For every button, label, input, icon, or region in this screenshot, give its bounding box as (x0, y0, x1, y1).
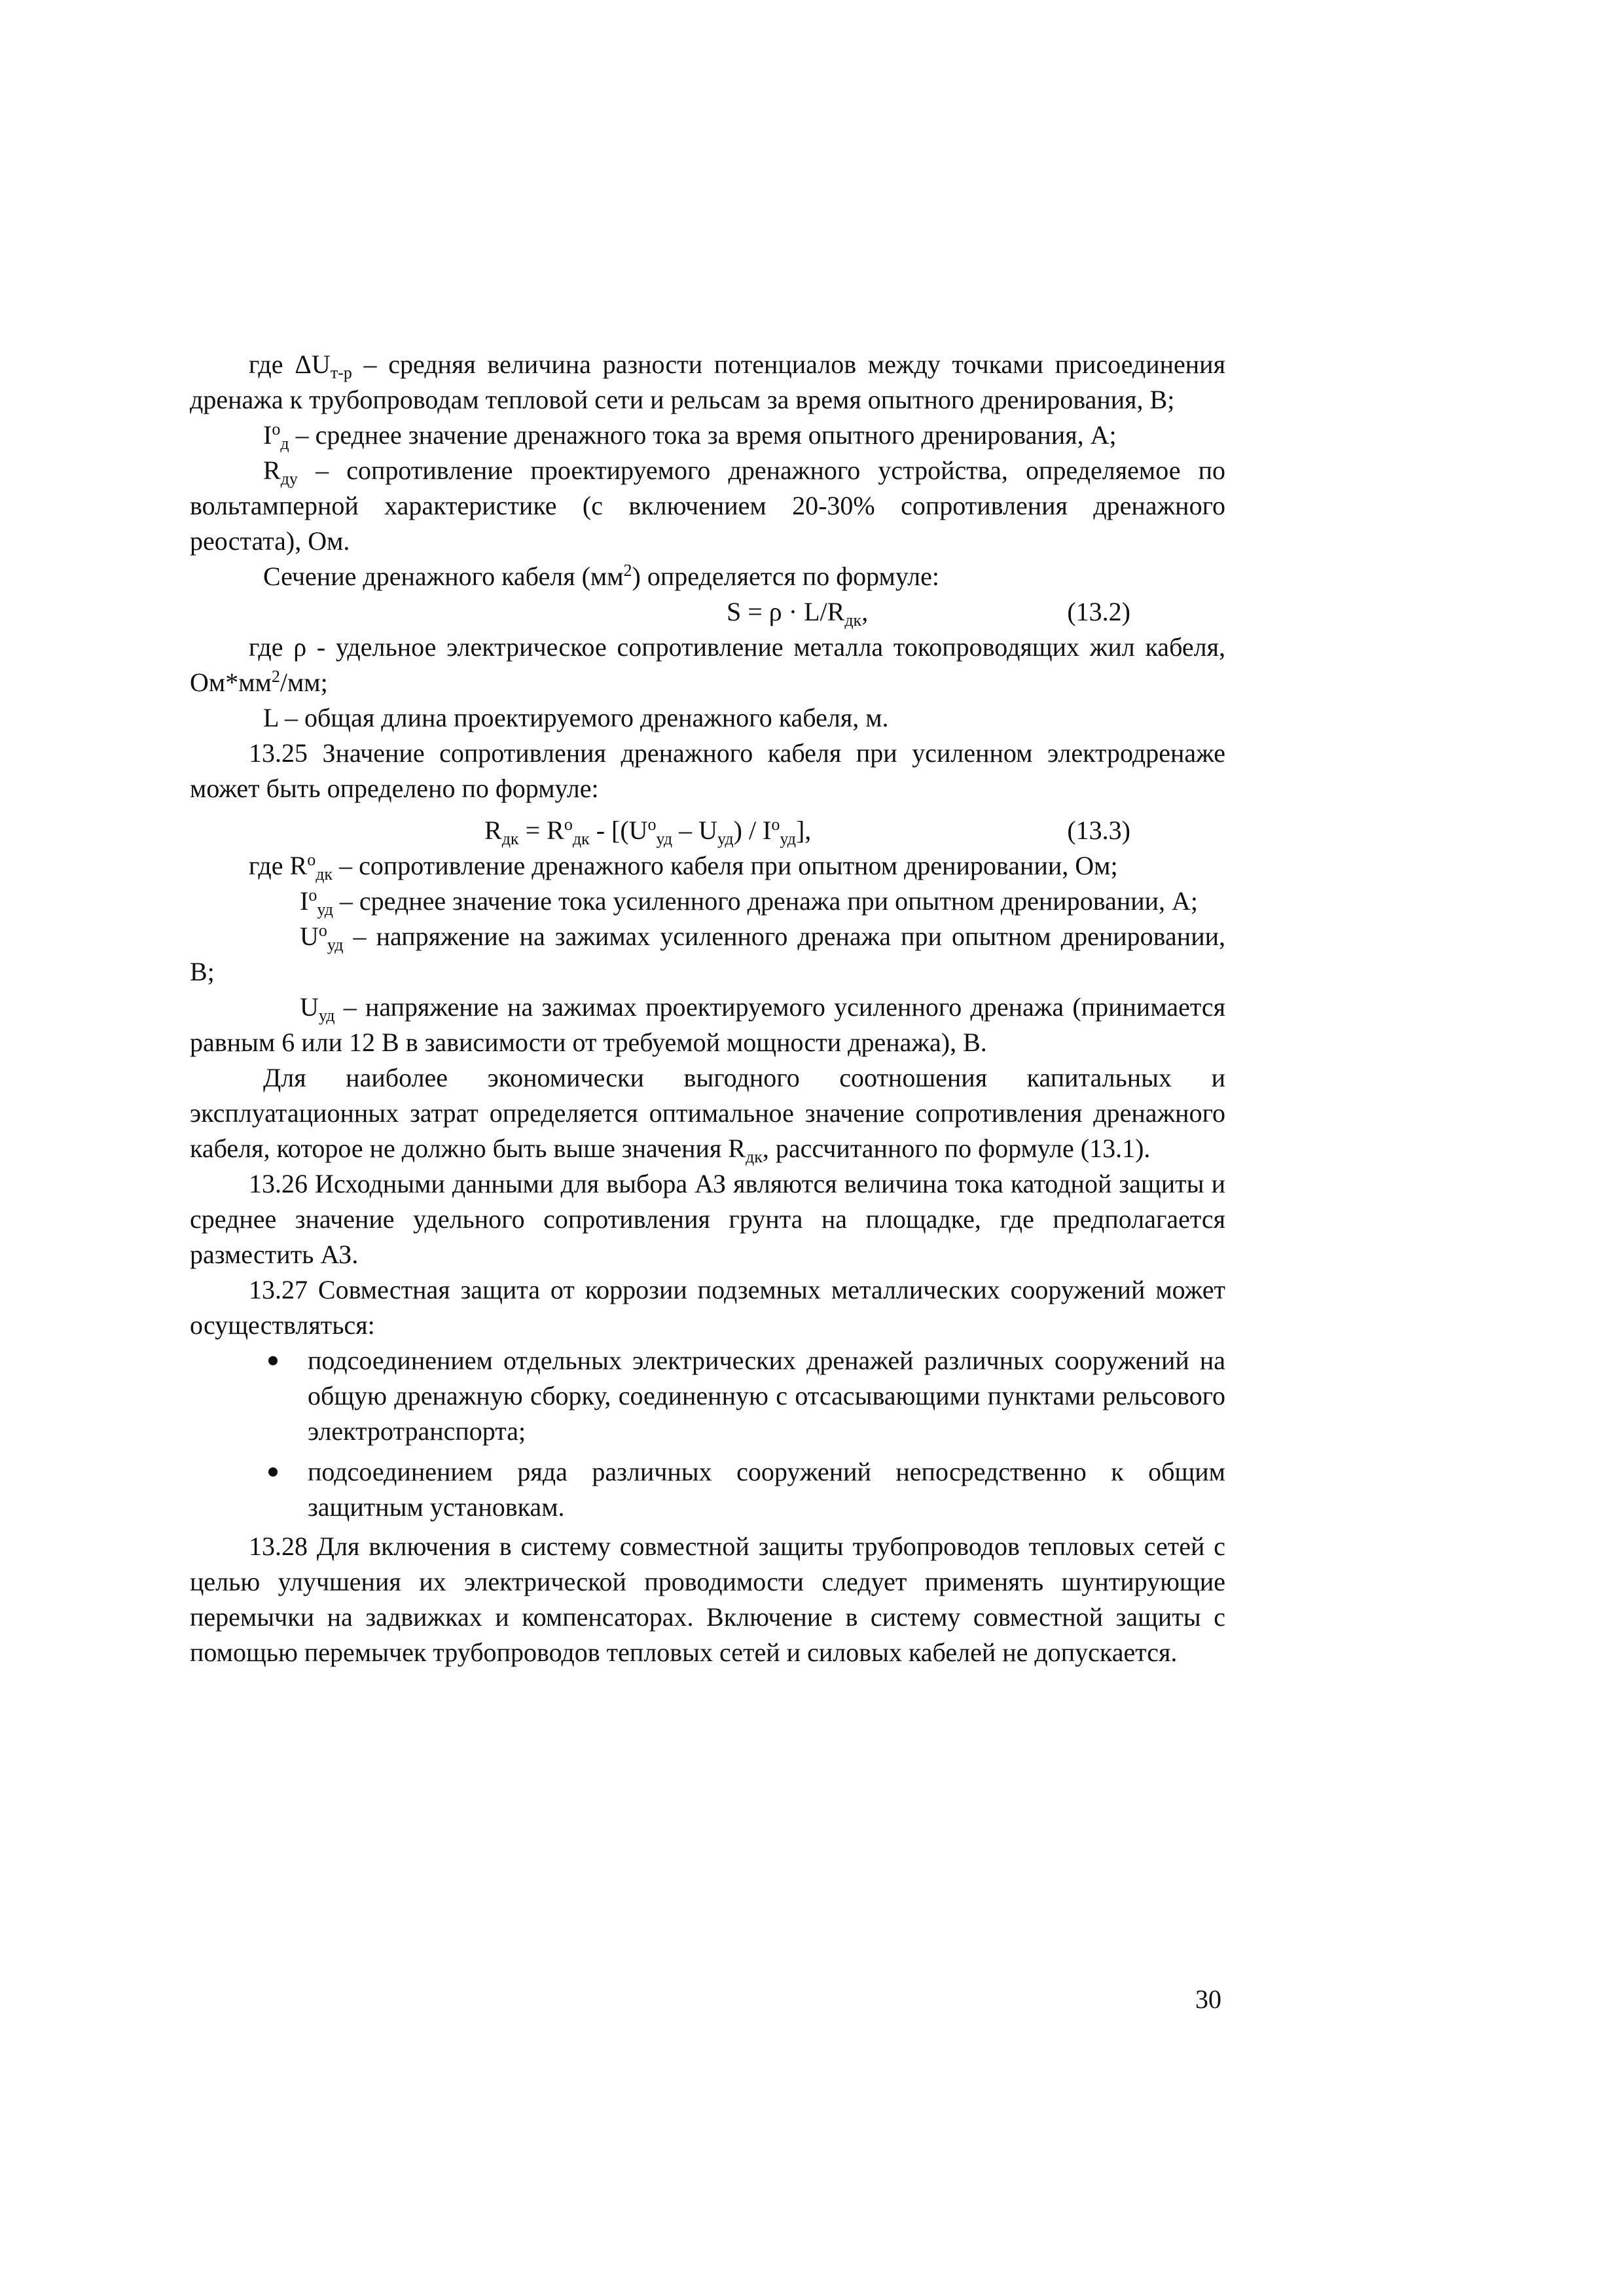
definition-text: – средняя величина разности потенциалов между точками присоединения дренажа к трубопроводам тепловой сети и рельсам за время опытного дренирования, В; (190, 350, 1225, 414)
subscript: дк (501, 829, 519, 848)
text-run: /мм; (280, 668, 328, 697)
superscript: 2 (271, 667, 280, 686)
text-run: S = ρ · L/R (727, 597, 845, 626)
subscript: уд (717, 829, 734, 848)
symbol-r: R (263, 456, 281, 485)
symbol-i: I (263, 420, 272, 450)
subscript: уд (656, 829, 673, 848)
text-run: – напряжение на зажимах проектируемого усиленного дренажа (принимается равным 6 или 12 В в зависимости от требуемой мощности дренажа), В. (190, 992, 1225, 1057)
subscript: т-р (330, 363, 352, 382)
list-item-text: подсоединением отдельных электрических дренажей различных сооружений на общую дренажную сборку, соединенную с отсасывающими пунктами рельсового электротранспорта; (308, 1346, 1225, 1446)
subscript: уд (780, 829, 796, 848)
paragraph-optimal-resistance (190, 1060, 1225, 1166)
definition-text: – сопротивление проектируемого дренажного устройства, определяемое по вольтамперной характеристике (с включением 20-30% сопротивления дренажного реостата), Ом. (190, 456, 1225, 556)
paragraph-i-ud (190, 884, 1225, 919)
subscript: дк (316, 865, 333, 884)
paragraph-delta-u (190, 347, 1225, 418)
bullet-icon (268, 1356, 278, 1365)
definition-text: – среднее значение дренажного тока за время опытного дренирования, А; (289, 420, 1117, 450)
superscript: о (318, 921, 327, 940)
list-item (190, 1454, 1225, 1525)
symbol-delta-u: где ΔU (249, 350, 331, 379)
formula-number: (13.2) (1067, 597, 1130, 626)
text-run: - [(U (589, 816, 648, 845)
formula-number: (13.3) (1067, 816, 1130, 845)
text-run: – среднее значение тока усиленного дренажа при опытном дренировании, А; (333, 886, 1199, 916)
paragraph-13-28: 13.28 Для включения в систему совместной защиты трубопроводов тепловых сетей с целью улучшения их электрической проводимости следует применять шунтирующие перемычки на задвижках и компенсаторах. Включение в систему совместной защиты с помощью перемычек трубопроводов тепловых сетей и силовых кабелей не допускается. (190, 1532, 1225, 1667)
paragraph-rho (190, 630, 1225, 700)
text-run: ) / I (733, 816, 772, 845)
text-run: R (484, 816, 502, 845)
page-number: 30 (1195, 1984, 1221, 2014)
subscript: уд (317, 900, 333, 919)
bullet-icon (268, 1467, 278, 1477)
paragraph-u-ud-experimental (190, 919, 1225, 990)
paragraph-i-d (190, 418, 1225, 453)
text-run: ], (795, 816, 812, 845)
bullet-list (190, 1343, 1225, 1525)
text-run: Сечение дренажного кабеля (мм (263, 562, 624, 591)
text-run: I (300, 886, 309, 916)
paragraph-13-25: 13.25 Значение сопротивления дренажного кабеля при усиленном электродренаже может быть определено по формуле: (190, 738, 1225, 803)
subscript: д (280, 434, 289, 453)
superscript: 2 (623, 561, 632, 580)
text-run: где ρ - удельное электрическое сопротивление металла токопроводящих жил кабеля, Ом*мм (190, 632, 1225, 697)
formula-expression (484, 813, 811, 848)
superscript: о (647, 815, 657, 834)
paragraph-u-ud-projected (190, 990, 1225, 1060)
text-run: U (300, 992, 319, 1022)
list-item-text: подсоединением ряда различных сооружений непосредственно к общим защитным установкам. (308, 1457, 1225, 1522)
text-run: , (861, 597, 869, 626)
list-item (190, 1343, 1225, 1449)
subscript: ду (280, 469, 298, 488)
text-run: где R (249, 851, 308, 880)
formula-expression (727, 594, 868, 630)
superscript: о (308, 886, 317, 905)
text-run: Для наиболее экономически выгодного соотношения капитальных и эксплуатационных затрат определяется оптимальное значение сопротивления дренажного кабеля, которое не должно быть выше значения R (190, 1063, 1225, 1163)
paragraph-r-du (190, 453, 1225, 559)
text-run: , рассчитанного по формуле (13.1). (762, 1134, 1151, 1163)
superscript: о (272, 420, 281, 439)
paragraph-13-26: 13.26 Исходными данными для выбора АЗ являются величина тока катодной защиты и среднее значение удельного сопротивления грунта на площадке, где предполагается разместить АЗ. (190, 1169, 1225, 1269)
formula-13-2 (190, 594, 1225, 630)
subscript: дк (572, 829, 590, 848)
text-run: – U (672, 816, 718, 845)
subscript: уд (318, 1006, 335, 1025)
text-run: = R (518, 816, 564, 845)
paragraph-r-dk (190, 848, 1225, 884)
text-run: ) определяется по формуле: (632, 562, 939, 591)
superscript: о (564, 815, 573, 834)
paragraph-13-27: 13.27 Совместная защита от коррозии подземных металлических сооружений может осуществляться: (190, 1275, 1225, 1340)
text-run: U (300, 922, 319, 951)
paragraph-length: L – общая длина проектируемого дренажного кабеля, м. (263, 703, 889, 732)
paragraph-cable-section (190, 559, 1225, 594)
superscript: о (307, 850, 316, 869)
text-run: – напряжение на зажимах усиленного дренажа при опытном дренировании, В; (190, 922, 1225, 986)
text-run: – сопротивление дренажного кабеля при опытном дренировании, Ом; (333, 851, 1118, 880)
subscript: дк (844, 611, 862, 630)
subscript: дк (745, 1147, 763, 1166)
subscript: уд (327, 935, 344, 954)
body-text (190, 347, 1225, 1670)
superscript: о (771, 815, 780, 834)
formula-13-3 (190, 813, 1225, 848)
